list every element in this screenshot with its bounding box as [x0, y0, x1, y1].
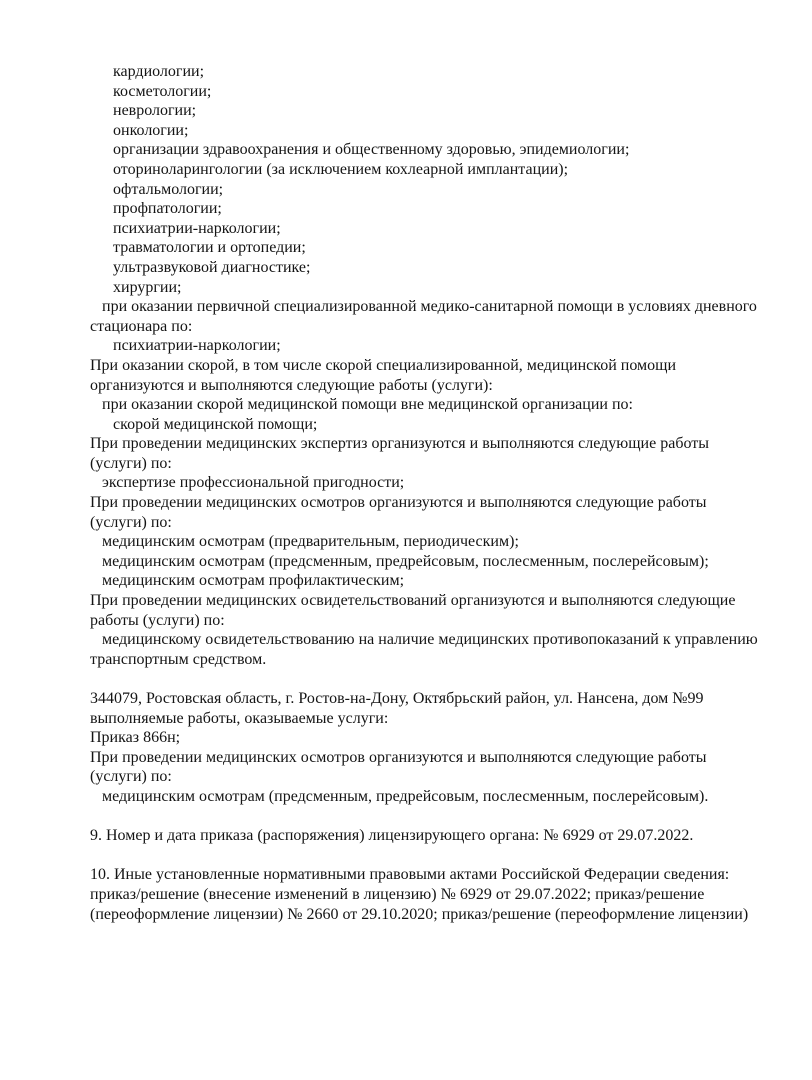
- document-line: медицинскому освидетельствованию на наличие медицинских противопоказаний к управлению: [102, 631, 758, 649]
- document-line: (переоформление лицензии) № 2660 от 29.10.2020; приказ/решение (переоформление лицензии): [90, 905, 749, 923]
- document-line: психиатрии-наркологии;: [113, 337, 281, 355]
- document-line: приказ/решение (внесение изменений в лицензию) № 6929 от 29.07.2022; приказ/решение: [90, 885, 705, 903]
- document-text-block: [90, 62, 784, 924]
- blank-line: [90, 669, 784, 689]
- document-line: медицинским осмотрам (предварительным, периодическим);: [102, 533, 519, 551]
- document-line: скорой медицинской помощи;: [113, 415, 318, 433]
- document-line: при оказании скорой медицинской помощи вне медицинской организации по:: [102, 396, 633, 414]
- document-line: медицинским осмотрам профилактическим;: [102, 572, 405, 590]
- document-line: 9. Номер и дата приказа (распоряжения) лицензирующего органа: № 6929 от 29.07.2022.: [90, 827, 694, 845]
- document-line: хирургии;: [113, 278, 182, 296]
- document-line: (услуги) по:: [90, 513, 172, 531]
- document-line: При проведении медицинских осмотров организуются и выполняются следующие работы: [90, 748, 707, 766]
- document-line: психиатрии-наркологии;: [113, 219, 281, 237]
- blank-line: [90, 846, 784, 866]
- document-line: профпатологии;: [113, 200, 222, 218]
- document-line: онкологии;: [113, 121, 189, 139]
- document-line: организации здравоохранения и общественному здоровью, эпидемиологии;: [113, 141, 630, 159]
- document-line: офтальмологии;: [113, 180, 224, 198]
- document-line: выполняемые работы, оказываемые услуги:: [90, 709, 389, 727]
- document-line: При оказании скорой, в том числе скорой специализированной, медицинской помощи: [90, 356, 677, 374]
- document-line: При проведении медицинских освидетельствований организуются и выполняются следующие: [90, 592, 736, 610]
- document-line: (услуги) по:: [90, 768, 172, 786]
- document-line: 10. Иные установленные нормативными правовыми актами Российской Федерации сведения:: [90, 866, 730, 884]
- document-line: 344079, Ростовская область, г. Ростов-на-Дону, Октябрьский район, ул. Нансена, дом №99: [90, 690, 704, 707]
- document-line: косметологии;: [113, 82, 212, 100]
- document-line: при оказании первичной специализированной медико-санитарной помощи в условиях дневного: [102, 298, 757, 316]
- document-line: медицинским осмотрам (предсменным, предрейсовым, послесменным, послерейсовым);: [102, 552, 709, 570]
- document-line: кардиологии;: [113, 63, 205, 80]
- document-line: травматологии и ортопедии;: [113, 239, 306, 257]
- document-line: стационара по:: [90, 317, 193, 335]
- document-line: медицинским осмотрам (предсменным, предрейсовым, послесменным, послерейсовым).: [102, 787, 709, 805]
- blank-line: [90, 807, 784, 827]
- document-line: оториноларингологии (за исключением кохлеарной имплантации);: [113, 160, 569, 178]
- document-line: транспортным средством.: [90, 650, 267, 668]
- document-line: экспертизе профессиональной пригодности;: [102, 474, 405, 492]
- document-line: организуются и выполняются следующие работы (услуги):: [90, 376, 493, 394]
- document-line: При проведении медицинских экспертиз организуются и выполняются следующие работы: [90, 435, 709, 453]
- document-line: При проведении медицинских осмотров организуются и выполняются следующие работы: [90, 494, 707, 512]
- document-line: Приказ 866н;: [90, 729, 181, 747]
- document-line: (услуги) по:: [90, 454, 172, 472]
- document-line: работы (услуги) по:: [90, 611, 225, 629]
- document-line: неврологии;: [113, 102, 197, 120]
- document-line: ультразвуковой диагностике;: [113, 258, 311, 276]
